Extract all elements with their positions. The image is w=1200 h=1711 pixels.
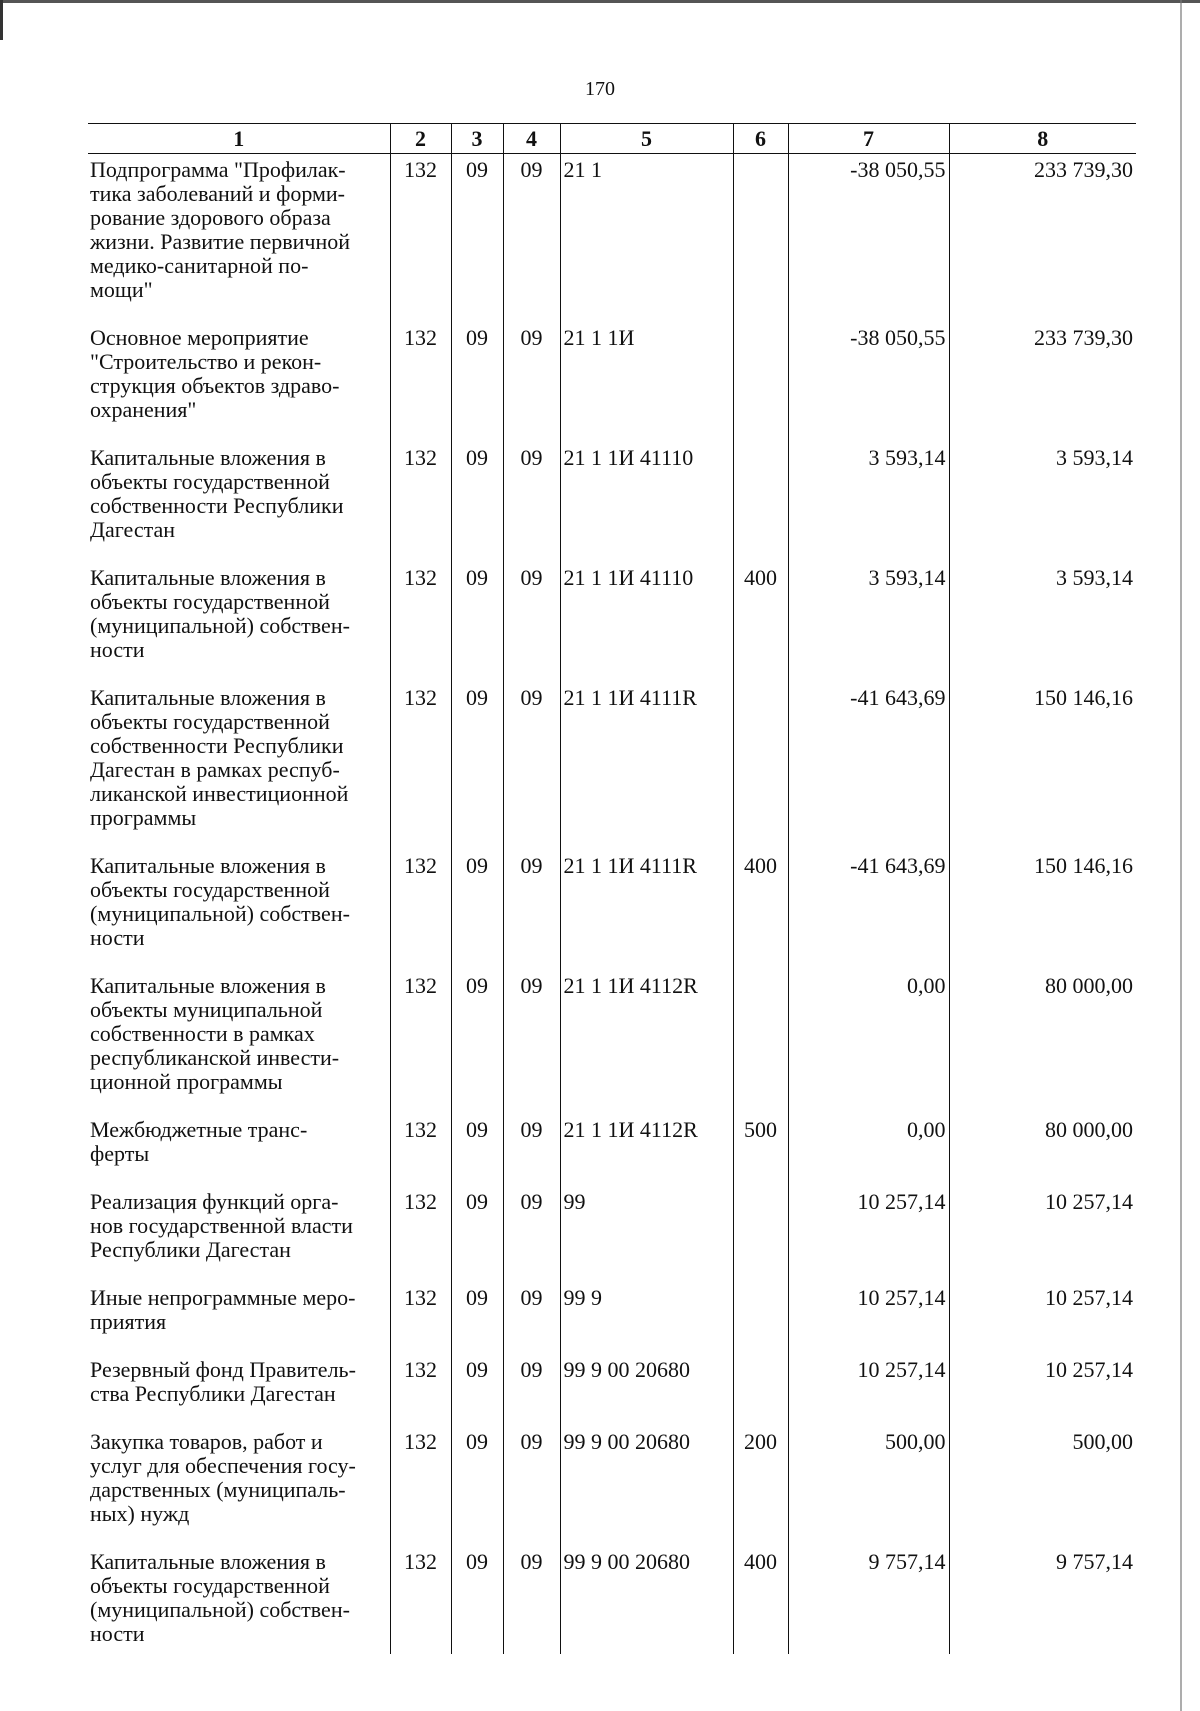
amount-total: 150 146,16 bbox=[949, 848, 1136, 968]
target-article-code: 99 9 00 20680 bbox=[560, 1352, 733, 1424]
budget-code: 132 bbox=[390, 320, 451, 440]
budget-code: 132 bbox=[390, 1544, 451, 1654]
amount-change: 0,00 bbox=[788, 1112, 949, 1184]
scan-border-top bbox=[0, 0, 1200, 3]
amount-total: 3 593,14 bbox=[949, 560, 1136, 680]
amount-change: 3 593,14 bbox=[788, 560, 949, 680]
row-label: Капитальные вложения в объекты государственной собственности Республики Дагестан в рамках респуб- ликанской инвестиционной программы bbox=[90, 685, 349, 830]
subsection-code: 09 bbox=[503, 1184, 560, 1280]
header-col-8: 8 bbox=[949, 124, 1136, 154]
table-body bbox=[88, 154, 1136, 1655]
table-row bbox=[88, 1280, 1136, 1352]
expense-type-code: 400 bbox=[733, 848, 788, 968]
amount-change: -41 643,69 bbox=[788, 680, 949, 848]
expense-type-code bbox=[733, 968, 788, 1112]
header-col-3: 3 bbox=[451, 124, 503, 154]
target-article-code: 21 1 bbox=[560, 154, 733, 321]
row-label: Закупка товаров, работ и услуг для обеспечения госу- дарственных (муниципаль- ных) нужд bbox=[90, 1429, 356, 1526]
section-code: 09 bbox=[451, 848, 503, 968]
amount-total: 10 257,14 bbox=[949, 1280, 1136, 1352]
target-article-code: 99 9 00 20680 bbox=[560, 1544, 733, 1654]
target-article-code: 21 1 1И 4111R bbox=[560, 680, 733, 848]
budget-table bbox=[88, 123, 1136, 1654]
expense-type-code bbox=[733, 1352, 788, 1424]
amount-total: 3 593,14 bbox=[949, 440, 1136, 560]
subsection-code: 09 bbox=[503, 560, 560, 680]
subsection-code: 09 bbox=[503, 1544, 560, 1654]
budget-code: 132 bbox=[390, 848, 451, 968]
section-code: 09 bbox=[451, 440, 503, 560]
header-col-1: 1 bbox=[88, 124, 390, 154]
amount-change: 500,00 bbox=[788, 1424, 949, 1544]
subsection-code: 09 bbox=[503, 154, 560, 321]
table-row bbox=[88, 848, 1136, 968]
amount-change: 9 757,14 bbox=[788, 1544, 949, 1654]
amount-total: 9 757,14 bbox=[949, 1544, 1136, 1654]
row-label: Капитальные вложения в объекты государственной (муниципальной) собствен- ности bbox=[90, 853, 350, 950]
target-article-code: 99 bbox=[560, 1184, 733, 1280]
amount-total: 150 146,16 bbox=[949, 680, 1136, 848]
header-row bbox=[88, 124, 1136, 154]
amount-change: 10 257,14 bbox=[788, 1280, 949, 1352]
subsection-code: 09 bbox=[503, 1112, 560, 1184]
budget-code: 132 bbox=[390, 1280, 451, 1352]
row-label: Капитальные вложения в объекты государственной собственности Республики Дагестан bbox=[90, 445, 344, 542]
subsection-code: 09 bbox=[503, 1424, 560, 1544]
target-article-code: 21 1 1И 4111R bbox=[560, 848, 733, 968]
scan-border-right bbox=[1180, 0, 1182, 1711]
amount-change: 10 257,14 bbox=[788, 1184, 949, 1280]
subsection-code: 09 bbox=[503, 440, 560, 560]
subsection-code: 09 bbox=[503, 680, 560, 848]
expense-type-code bbox=[733, 1184, 788, 1280]
target-article-code: 21 1 1И 41110 bbox=[560, 440, 733, 560]
table-row bbox=[88, 154, 1136, 321]
section-code: 09 bbox=[451, 1352, 503, 1424]
subsection-code: 09 bbox=[503, 1352, 560, 1424]
table-row bbox=[88, 1424, 1136, 1544]
target-article-code: 21 1 1И 4112R bbox=[560, 968, 733, 1112]
header-col-5: 5 bbox=[560, 124, 733, 154]
row-label: Подпрограмма "Профилак- тика заболеваний и форми- рование здорового образа жизни. Развитие первичной медико-санитарной по- мощи" bbox=[90, 157, 351, 302]
expense-type-code: 200 bbox=[733, 1424, 788, 1544]
section-code: 09 bbox=[451, 1184, 503, 1280]
subsection-code: 09 bbox=[503, 320, 560, 440]
section-code: 09 bbox=[451, 680, 503, 848]
budget-code: 132 bbox=[390, 968, 451, 1112]
amount-total: 80 000,00 bbox=[949, 1112, 1136, 1184]
row-label: Капитальные вложения в объекты государственной (муниципальной) собствен- ности bbox=[90, 1549, 350, 1646]
amount-total: 233 739,30 bbox=[949, 154, 1136, 321]
row-label: Межбюджетные транс- ферты bbox=[90, 1117, 308, 1166]
section-code: 09 bbox=[451, 1424, 503, 1544]
budget-code: 132 bbox=[390, 1184, 451, 1280]
budget-code: 132 bbox=[390, 440, 451, 560]
budget-code: 132 bbox=[390, 560, 451, 680]
budget-code: 132 bbox=[390, 154, 451, 321]
header-col-6: 6 bbox=[733, 124, 788, 154]
subsection-code: 09 bbox=[503, 968, 560, 1112]
amount-change: -38 050,55 bbox=[788, 154, 949, 321]
table-row bbox=[88, 1544, 1136, 1654]
table-row bbox=[88, 680, 1136, 848]
budget-code: 132 bbox=[390, 680, 451, 848]
row-label: Основное мероприятие "Строительство и рекон- струкция объектов здраво- охранения" bbox=[90, 325, 340, 422]
row-label: Реализация функций орга- нов государственной власти Республики Дагестан bbox=[90, 1189, 353, 1262]
expense-type-code bbox=[733, 320, 788, 440]
section-code: 09 bbox=[451, 320, 503, 440]
table-header bbox=[88, 124, 1136, 154]
target-article-code: 21 1 1И 41110 bbox=[560, 560, 733, 680]
section-code: 09 bbox=[451, 968, 503, 1112]
expense-type-code: 400 bbox=[733, 560, 788, 680]
amount-total: 10 257,14 bbox=[949, 1352, 1136, 1424]
amount-total: 233 739,30 bbox=[949, 320, 1136, 440]
expense-type-code bbox=[733, 680, 788, 848]
header-col-4: 4 bbox=[503, 124, 560, 154]
header-col-2: 2 bbox=[390, 124, 451, 154]
target-article-code: 21 1 1И bbox=[560, 320, 733, 440]
section-code: 09 bbox=[451, 560, 503, 680]
page-number: 170 bbox=[585, 78, 615, 100]
subsection-code: 09 bbox=[503, 1280, 560, 1352]
amount-total: 500,00 bbox=[949, 1424, 1136, 1544]
amount-change: 10 257,14 bbox=[788, 1352, 949, 1424]
amount-total: 80 000,00 bbox=[949, 968, 1136, 1112]
scan-border-left bbox=[0, 0, 3, 40]
expense-type-code: 500 bbox=[733, 1112, 788, 1184]
budget-code: 132 bbox=[390, 1352, 451, 1424]
amount-total: 10 257,14 bbox=[949, 1184, 1136, 1280]
section-code: 09 bbox=[451, 154, 503, 321]
target-article-code: 21 1 1И 4112R bbox=[560, 1112, 733, 1184]
budget-code: 132 bbox=[390, 1424, 451, 1544]
expense-type-code: 400 bbox=[733, 1544, 788, 1654]
table-row bbox=[88, 1112, 1136, 1184]
header-col-7: 7 bbox=[788, 124, 949, 154]
table-row bbox=[88, 1184, 1136, 1280]
table-row bbox=[88, 440, 1136, 560]
table-row bbox=[88, 968, 1136, 1112]
row-label: Капитальные вложения в объекты муниципальной собственности в рамках республиканской инвести- ционной программы bbox=[90, 973, 340, 1094]
row-label: Иные непрограммные меро- приятия bbox=[90, 1285, 356, 1334]
section-code: 09 bbox=[451, 1112, 503, 1184]
row-label: Резервный фонд Правитель- ства Республики Дагестан bbox=[90, 1357, 356, 1406]
row-label: Капитальные вложения в объекты государственной (муниципальной) собствен- ности bbox=[90, 565, 350, 662]
table-row bbox=[88, 560, 1136, 680]
table-row bbox=[88, 1352, 1136, 1424]
amount-change: -38 050,55 bbox=[788, 320, 949, 440]
section-code: 09 bbox=[451, 1544, 503, 1654]
target-article-code: 99 9 00 20680 bbox=[560, 1424, 733, 1544]
target-article-code: 99 9 bbox=[560, 1280, 733, 1352]
budget-code: 132 bbox=[390, 1112, 451, 1184]
amount-change: 3 593,14 bbox=[788, 440, 949, 560]
amount-change: 0,00 bbox=[788, 968, 949, 1112]
table-row bbox=[88, 320, 1136, 440]
section-code: 09 bbox=[451, 1280, 503, 1352]
expense-type-code bbox=[733, 440, 788, 560]
amount-change: -41 643,69 bbox=[788, 848, 949, 968]
subsection-code: 09 bbox=[503, 848, 560, 968]
expense-type-code bbox=[733, 1280, 788, 1352]
expense-type-code bbox=[733, 154, 788, 321]
